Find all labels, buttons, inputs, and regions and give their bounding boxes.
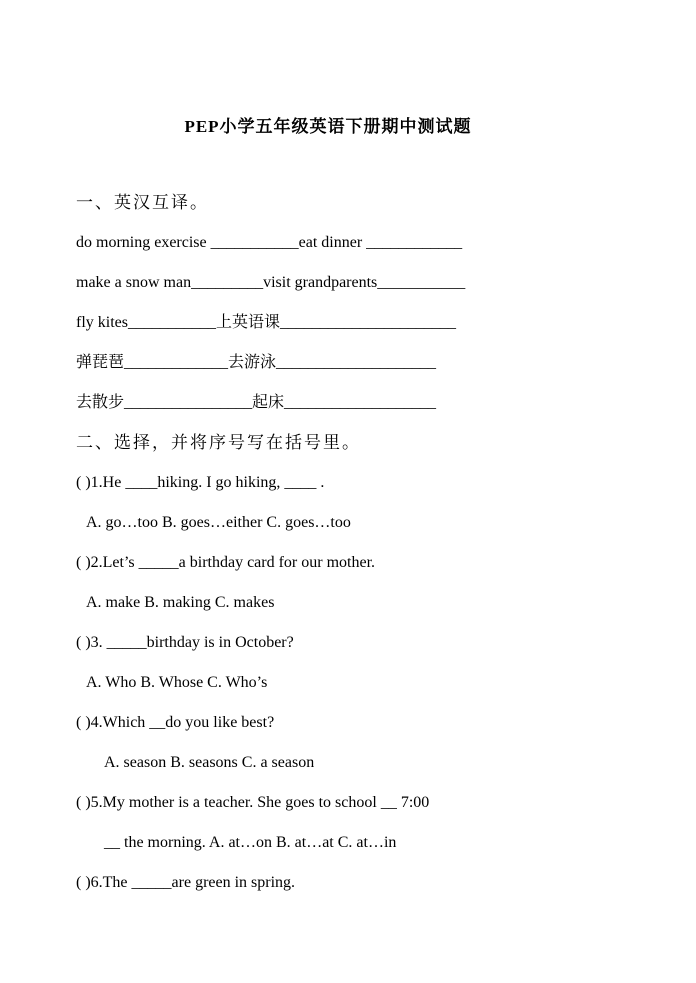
question-5: ( )5.My mother is a teacher. She goes to school __ 7:00 [76,794,430,811]
question-4-options: A. season B. seasons C. a season [104,754,315,771]
translation-line: fly kites___________上英语课______________________ [76,314,456,331]
section1-heading: 一、英汉互译。 [76,193,209,212]
translation-line: 弹琵琶_____________去游泳____________________ [76,354,437,371]
translation-line: make a snow man_________visit grandparents___________ [76,274,466,291]
question-2: ( )2.Let’s _____a birthday card for our mother. [76,554,376,571]
translation-line: 去散步________________起床___________________ [76,394,437,411]
question-3: ( )3. _____birthday is in October? [76,634,294,651]
section2-heading: 二、选择，并将序号写在括号里。 [76,433,361,452]
question-1-options: A. go…too B. goes…either C. goes…too [86,514,351,531]
page-title: PEP小学五年级英语下册期中测试题 [184,117,472,136]
question-2-options: A. make B. making C. makes [86,594,275,611]
translation-line: do morning exercise ___________eat dinner ____________ [76,234,463,251]
question-3-options: A. Who B. Whose C. Who’s [86,674,268,691]
question-5-options: __ the morning. A. at…on B. at…at C. at…in [104,834,397,851]
question-4: ( )4.Which __do you like best? [76,714,275,731]
question-1: ( )1.He ____hiking. I go hiking, ____ . [76,474,325,491]
question-6: ( )6.The _____are green in spring. [76,874,296,891]
